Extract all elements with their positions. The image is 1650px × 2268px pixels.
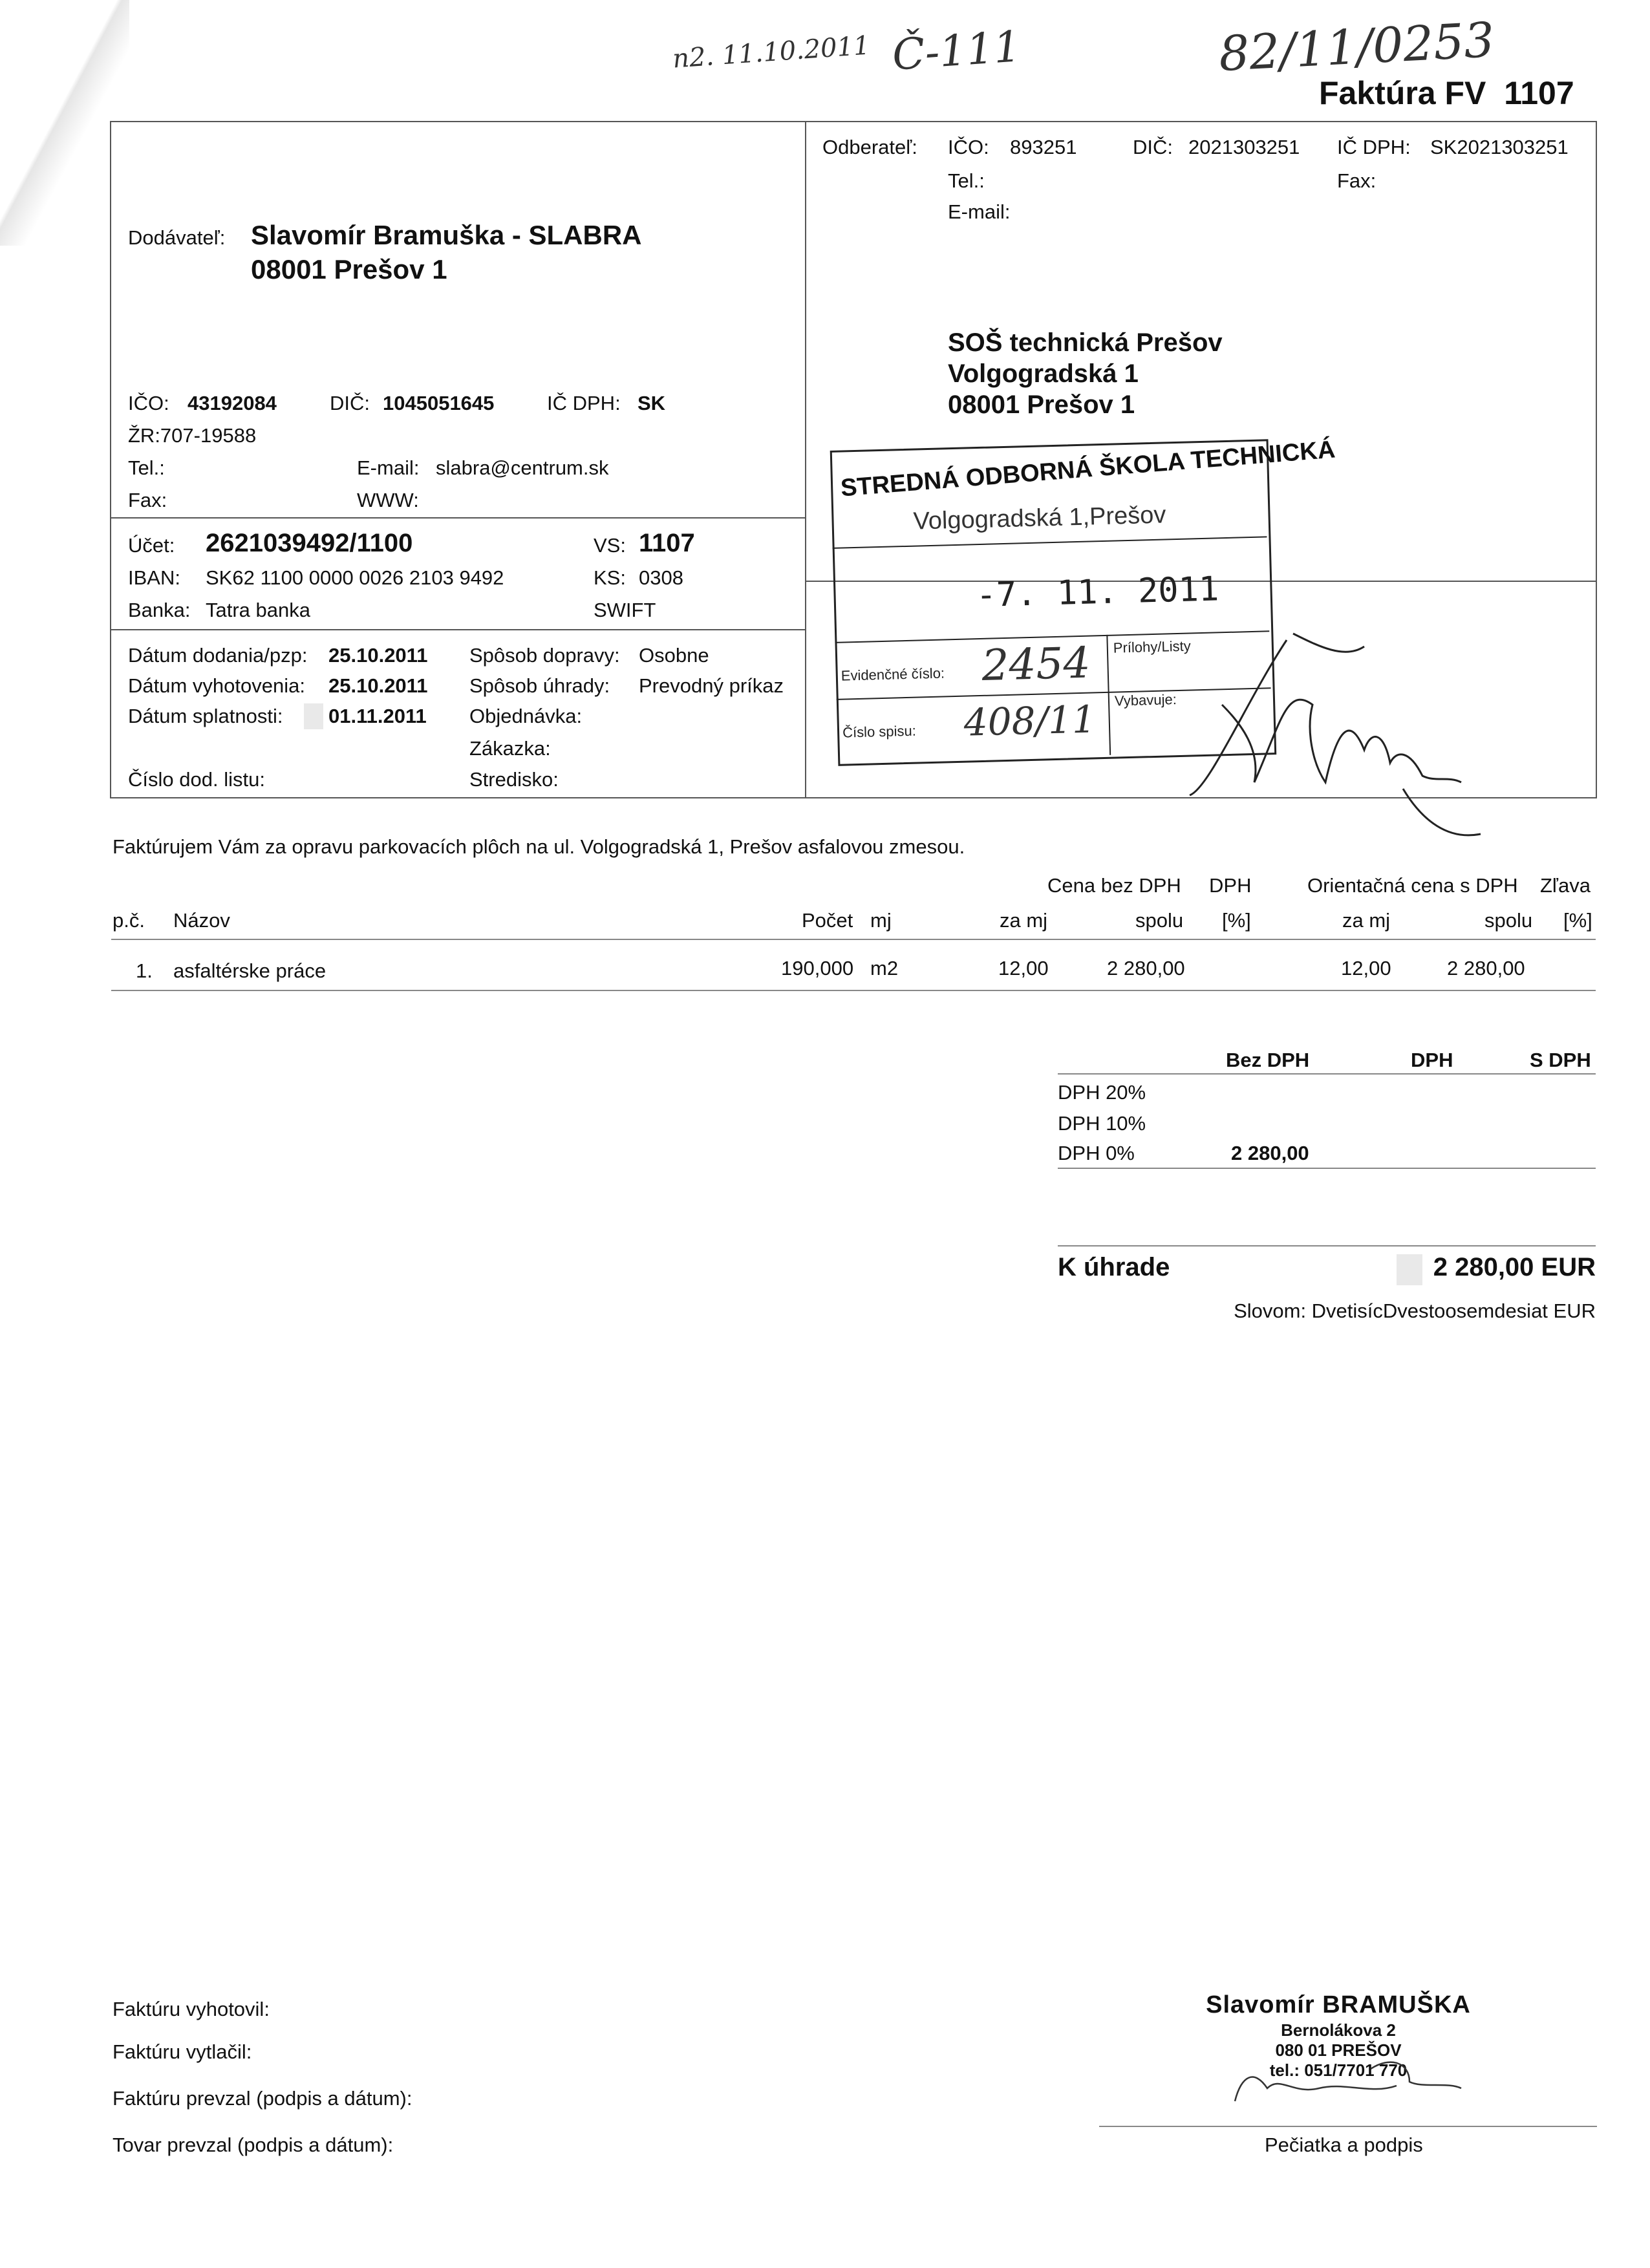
total-top-line [1058,1245,1596,1246]
supplier-tel-label: Tel.: [128,456,165,479]
item-total: 2 280,00 [1107,957,1185,979]
bank-iban: SK62 1100 0000 0026 2103 9492 [206,566,504,589]
customer-dic: 2021303251 [1188,136,1300,158]
customer-street: Volgogradská 1 [948,359,1139,388]
vat-0-value: 2 280,00 [1231,1142,1309,1164]
registry-stamp-date: -7. 11. 2011 [975,570,1219,615]
col-unit-price: za mj [1000,909,1048,932]
signature-line [1099,2126,1597,2127]
bank-name: Tatra banka [206,599,310,621]
registry-stamp-attachments-label: Prílohy/Listy [1113,637,1191,656]
summary-col-with-vat: S DPH [1530,1049,1591,1071]
item-unit-price-vat: 12,00 [1341,957,1391,979]
items-bottom-line [111,990,1596,991]
supplier-www-label: WWW: [357,489,419,511]
customer-ico-label: IČO: [948,136,989,158]
customer-fax-label: Fax: [1337,169,1377,192]
registry-stamp-evid-label: Evidenčné číslo: [841,665,945,684]
customer-ico: 893251 [1010,136,1077,158]
vat-10-label: DPH 10% [1058,1112,1146,1135]
invoice-title [1319,74,1574,112]
handwritten-signature [1151,621,1513,853]
customer-dic-label: DIČ: [1133,136,1173,158]
vat-0-label: DPH 0% [1058,1142,1135,1164]
registry-stamp-file-handwritten: 408/11 [963,697,1097,745]
bank-account: 2621039492/1100 [206,529,413,557]
goods-received-label: Tovar prevzal (podpis a dátum): [112,2134,394,2156]
date-issue-label: Dátum vyhotovenia: [128,674,305,697]
center-label: Stredisko: [469,768,559,791]
date-due: 01.11.2011 [328,705,427,727]
item-name: asfaltérske práce [173,959,327,982]
company-stamp-name: Slavomír BRAMUŠKA [1206,1991,1471,2018]
company-stamp-street: Bernolákova 2 [1281,2020,1396,2040]
supplier-email-label: E-mail: [357,456,420,479]
registry-stamp-address: Volgogradská 1,Prešov [913,501,1166,535]
ks-value: 0308 [639,566,683,589]
item-index: 1. [136,959,153,982]
handwritten-note-number: Č-111 [890,21,1023,80]
supplier-ico-label: IČO: [128,392,169,414]
ks-label: KS: [594,566,626,589]
registry-stamp-file-label: Číslo spisu: [842,722,917,741]
bank-name-label: Banka: [128,599,191,621]
printed-by-label: Faktúru vytlačil: [112,2040,252,2063]
item-unit-price: 12,00 [998,957,1049,979]
vs-label: VS: [594,534,626,557]
order-label: Objednávka: [469,705,583,727]
date-delivery-label: Dátum dodania/pzp: [128,644,308,667]
transport-label: Spôsob dopravy: [469,644,620,667]
summary-col-vat: DPH [1411,1049,1453,1071]
col-discount-pct: [%] [1563,909,1592,932]
payment-value: Prevodný príkaz [639,674,784,697]
supplier-icdph: SK [638,392,666,414]
supplier-name: Slavomír Bramuška - SLABRA [251,220,642,250]
frame-divider-dates [110,629,806,630]
col-unit-price-vat: za mj [1342,909,1391,932]
supplier-email[interactable]: slabra@centrum.sk [436,456,609,479]
items-header-line [111,939,1596,940]
col-discount: Zľava [1540,874,1591,897]
transport-value: Osobne [639,644,709,667]
company-stamp-phone: tel.: 051/7701 770 [1269,2060,1408,2080]
invoice-number: 1107 [1504,75,1574,111]
supplier-dic-label: DIČ: [330,392,370,414]
frame-left-line [110,121,111,798]
col-quantity: Počet [802,909,853,932]
handwritten-note-date: n2. 11.10.2011 [671,30,871,74]
frame-right-line [1596,121,1597,798]
item-quantity: 190,000 [781,957,854,979]
item-unit: m2 [870,957,899,979]
bank-iban-label: IBAN: [128,566,180,589]
delivery-note-label: Číslo dod. listu: [128,768,265,791]
invoice-label: Faktúra FV [1319,75,1486,111]
supplier-fax-label: Fax: [128,489,167,511]
col-vat-pct: [%] [1222,909,1251,932]
registry-stamp-handler-label: Vybavuje: [1114,691,1177,709]
swift-label: SWIFT [594,599,656,621]
customer-email-label: E-mail: [948,200,1011,223]
col-price-without-vat: Cena bez DPH [1047,874,1181,897]
registry-stamp-evid-handwritten: 2454 [981,637,1091,690]
date-due-highlight [304,703,323,729]
customer-icdph: SK2021303251 [1430,136,1569,158]
item-total-vat: 2 280,00 [1447,957,1525,979]
total-amount: 2 280,00 EUR [1433,1253,1596,1281]
col-unit: mj [870,909,892,932]
bank-account-label: Účet: [128,534,175,557]
date-delivery: 25.10.2011 [328,644,428,667]
col-total-vat: spolu [1484,909,1533,932]
customer-label: Odberateľ: [822,136,917,158]
stamp-signature-label: Pečiatka a podpis [1265,2134,1423,2156]
summary-col-without-vat: Bez DPH [1226,1049,1310,1071]
col-vat: DPH [1209,874,1252,897]
date-issue: 25.10.2011 [328,674,428,697]
contract-label: Zákazka: [469,737,551,760]
customer-tel-label: Tel.: [948,169,985,192]
vat-20-label: DPH 20% [1058,1081,1146,1104]
supplier-zr: ŽR:707-19588 [128,424,257,447]
supplier-label: Dodávateľ: [128,226,226,249]
col-index: p.č. [112,909,145,932]
invoice-description: Faktúrujem Vám za opravu parkovacích plôch na ul. Volgogradská 1, Prešov asfalovou zmesou. [112,835,965,858]
handwritten-registration-number: 82/11/0253 [1217,12,1496,83]
received-by-label: Faktúru prevzal (podpis a dátum): [112,2087,412,2110]
date-due-label: Dátum splatnosti: [128,705,283,727]
vs-value: 1107 [639,529,695,557]
stamp-signature [1216,2037,1487,2114]
supplier-dic: 1045051645 [383,392,495,414]
payment-label: Spôsob úhrady: [469,674,610,697]
col-name: Názov [173,909,230,932]
frame-divider-bank [110,517,806,519]
issued-by-label: Faktúru vyhotovil: [112,1998,270,2020]
total-label: K úhrade [1058,1253,1170,1281]
frame-middle-line [805,121,806,798]
summary-bottom-line [1058,1168,1596,1169]
registry-stamp-title: STREDNÁ ODBORNÁ ŠKOLA TECHNICKÁ [839,436,1336,502]
col-total: spolu [1135,909,1184,932]
summary-header-line [1058,1073,1596,1075]
supplier-city: 08001 Prešov 1 [251,254,447,284]
customer-name: SOŠ technická Prešov [948,328,1223,357]
col-price-with-vat: Orientačná cena s DPH [1307,874,1518,897]
supplier-icdph-label: IČ DPH: [547,392,621,414]
supplier-ico: 43192084 [188,392,277,414]
company-stamp-city: 080 01 PREŠOV [1275,2040,1402,2060]
frame-top-line [110,121,1597,122]
customer-city: 08001 Prešov 1 [948,390,1135,419]
customer-icdph-label: IČ DPH: [1337,136,1411,158]
amount-in-words: Slovom: DvetisícDvestoosemdesiat EUR [1234,1300,1596,1322]
